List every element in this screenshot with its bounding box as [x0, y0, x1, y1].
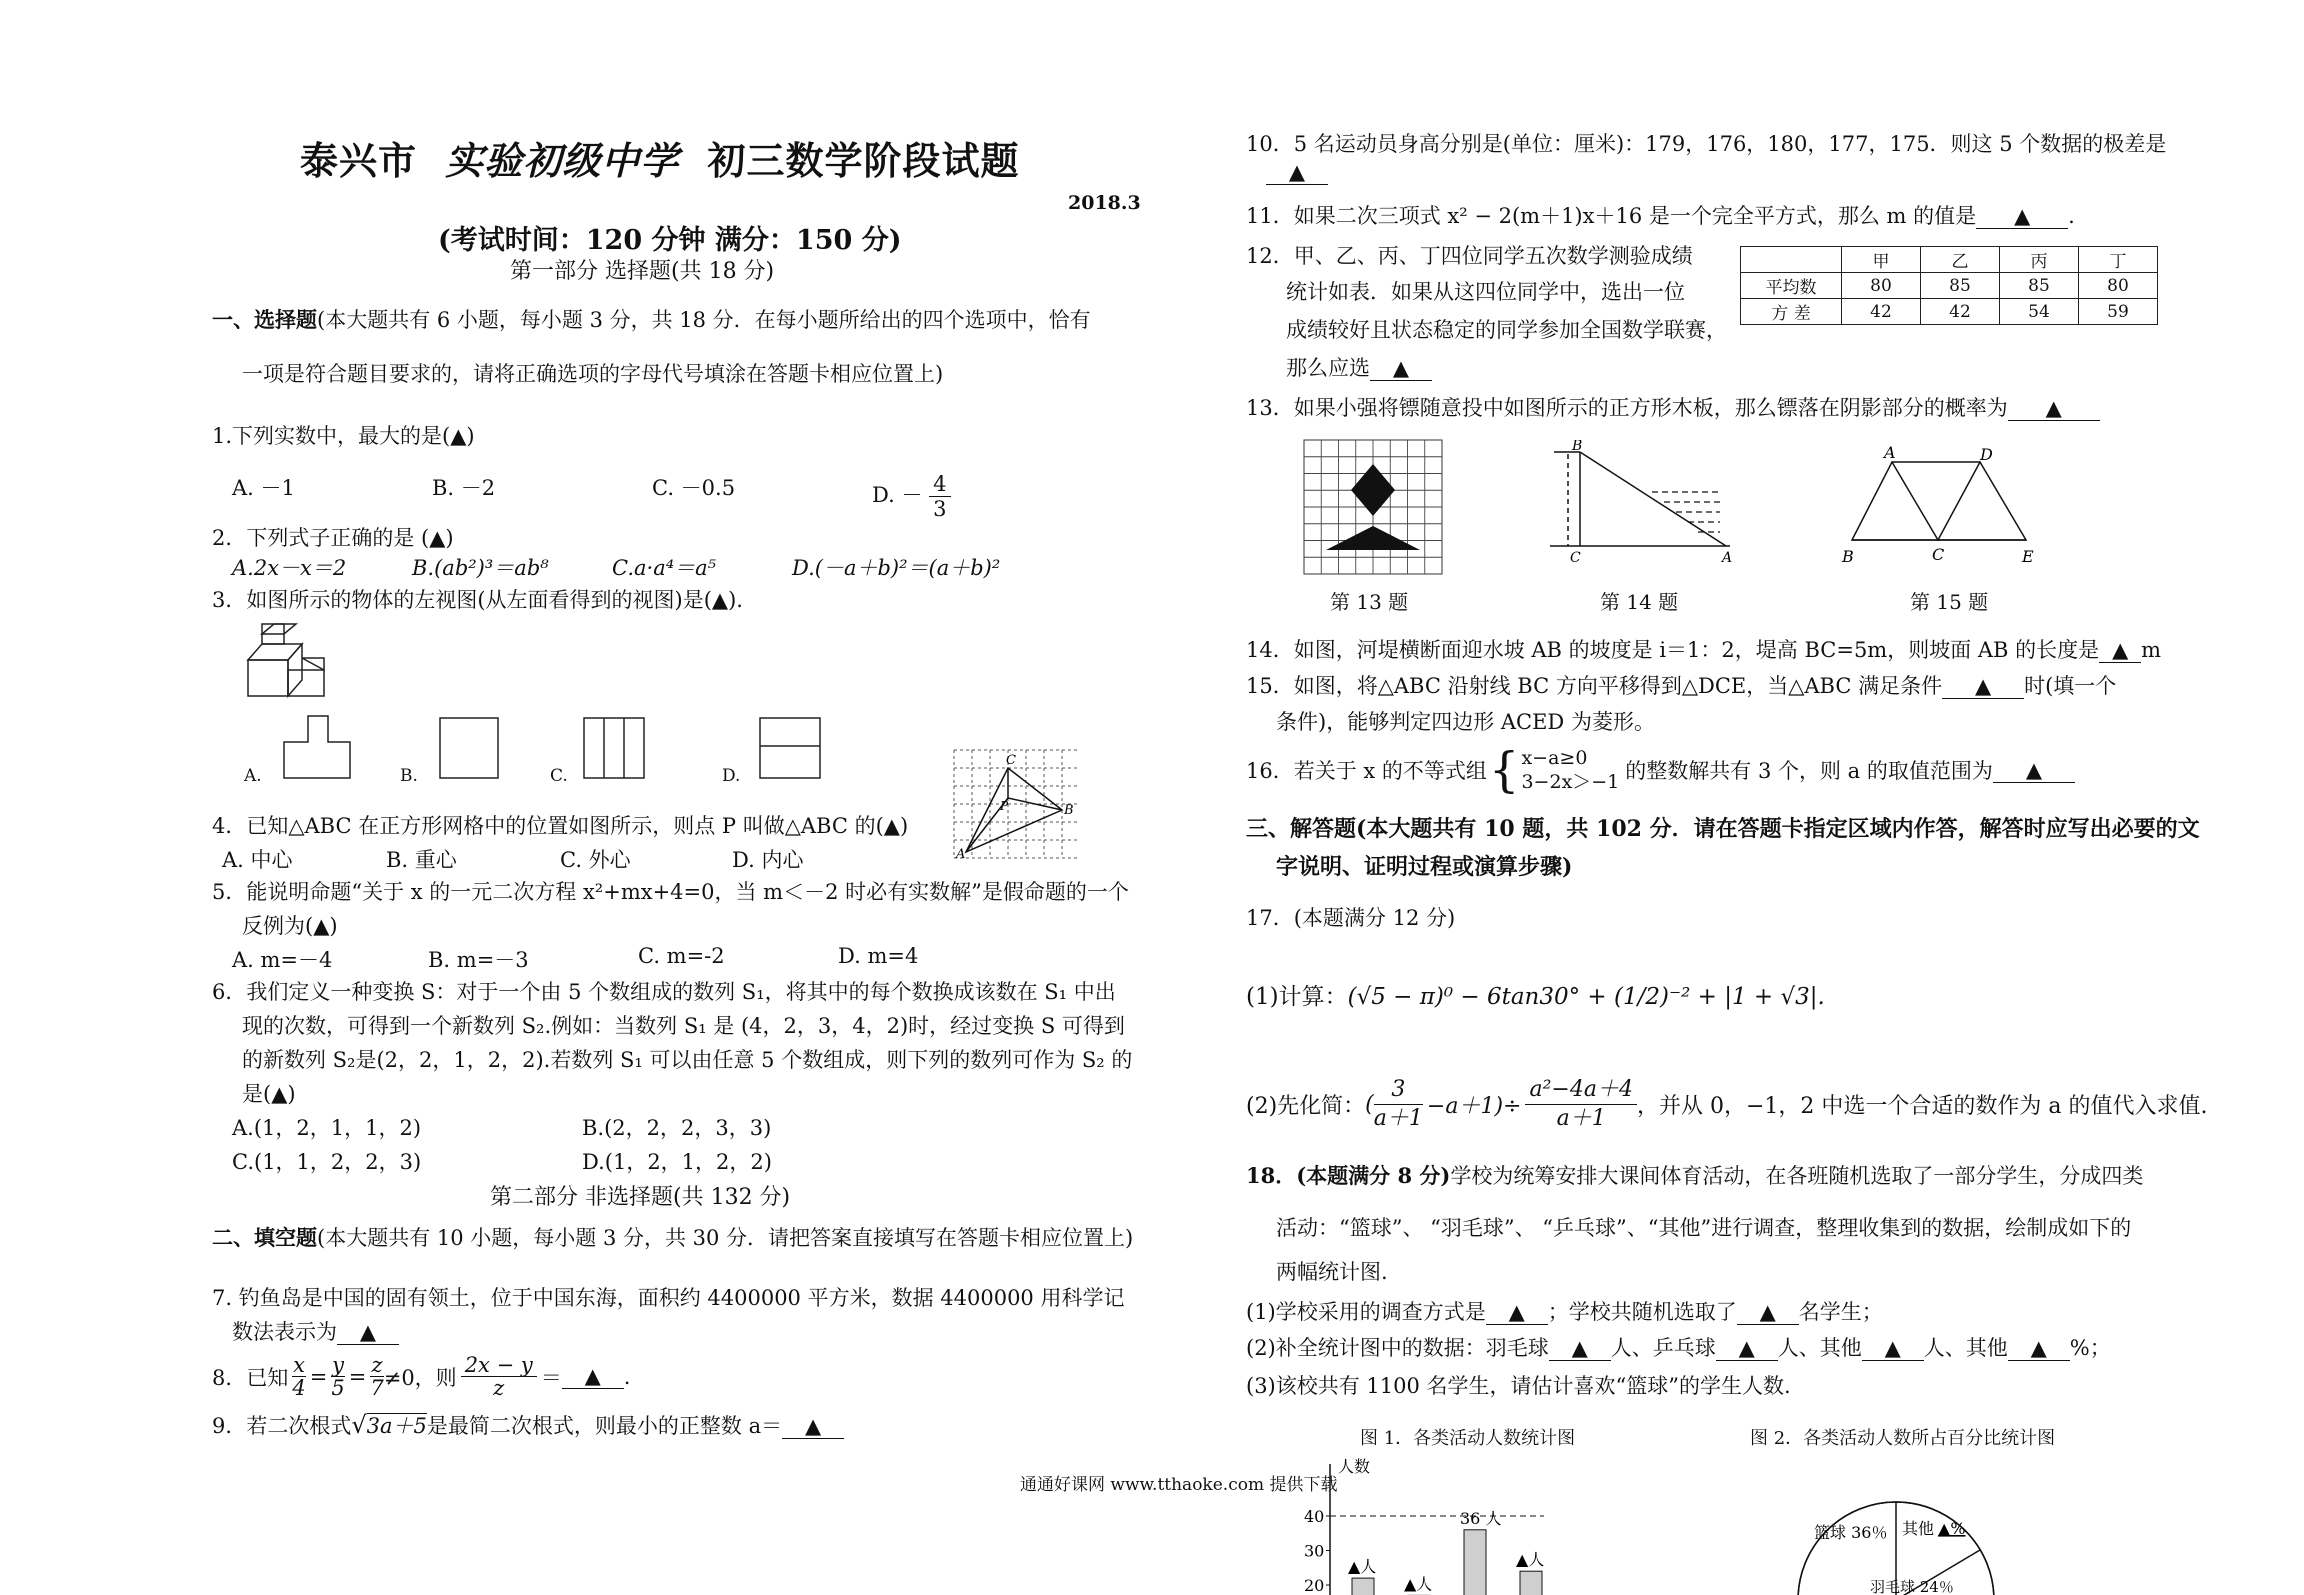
- q4-option-b: B. 重心: [386, 848, 457, 872]
- q18-sub2-d: %；: [2069, 1336, 2111, 1360]
- fig15-label-e: E: [2022, 547, 2034, 566]
- q1-d-denominator: 3: [933, 497, 947, 521]
- fig14-label-b: B: [1572, 440, 1583, 454]
- q9-answer-blank: ▲: [782, 1414, 844, 1439]
- fig1-y-label: 人数: [1338, 1457, 1371, 1476]
- table-cell: [1741, 247, 1842, 273]
- q11-pre: 11．如果二次三项式 x² − 2(m＋1)x＋16 是一个完全平方式，那么 m 的值是: [1246, 204, 1977, 228]
- q10-answer-blank: ▲: [1266, 160, 1328, 185]
- q9-pre: 9．若二次根式: [212, 1414, 352, 1438]
- q3-stem: 3．如图所示的物体的左视图(从左面看得到的视图)是(▲).: [212, 588, 743, 612]
- section3-desc-2: 字说明、证明过程或演算步骤): [1276, 854, 1573, 880]
- fig1-bar-chart: [1290, 1454, 1630, 1595]
- fig1-y-tick-label: 20: [1304, 1576, 1325, 1595]
- q15-line-2: 条件)，能够判定四边形 ACED 为菱形。: [1276, 710, 1655, 734]
- q2-stem: 2．下列式子正确的是 (▲): [212, 526, 454, 550]
- footer-source: 通通好课网 www.tthaoke.com 提供下载: [1020, 1475, 1338, 1495]
- q18-sub2-c: 人、其他: [1923, 1336, 2008, 1360]
- q12-line-4: [1286, 352, 1432, 382]
- q18-sub1: [1246, 1296, 1883, 1326]
- q16-inequality-2: 3−2x＞−1: [1521, 771, 1620, 793]
- part2-heading: 第二部分 非选择题(共 132 分): [490, 1185, 791, 1210]
- q17-part2: [1246, 1076, 2207, 1133]
- fig1-bar: [1352, 1578, 1374, 1595]
- q1-option-b: B. －2: [432, 476, 496, 500]
- section2-label: 二、填空题: [212, 1225, 317, 1250]
- q1-d-numerator: 4: [929, 472, 950, 497]
- q16-inequality-1: x−a≥0: [1521, 747, 1588, 769]
- q11-end: .: [2068, 204, 2075, 228]
- part1-heading: 第一部分 选择题(共 18 分): [510, 259, 775, 284]
- q1-option-d: [872, 472, 951, 521]
- q13-answer-blank: ▲: [2008, 396, 2100, 421]
- fig2-slice-label-other: 其他 ▲%: [1902, 1519, 1966, 1538]
- q3-view-d-shape: [756, 714, 826, 782]
- table-cell: 59: [2079, 299, 2158, 325]
- q16-line: [1246, 742, 2075, 798]
- q17-part2-expression: ( 3 a＋1 −a＋1)÷ $\frac{\text{a²−4a＋4}}{a+1}$: [1365, 1076, 1637, 1133]
- fig1-y-tick-label: 30: [1304, 1541, 1325, 1561]
- fig2-title: 图 2．各类活动人数所占百分比统计图: [1750, 1428, 2056, 1449]
- fig15-caption: 第 15 题: [1910, 590, 1989, 614]
- q6-option-c: C.(1，1，2，2，3): [232, 1150, 422, 1174]
- q1-option-c: C. －0.5: [652, 476, 736, 500]
- q4-option-d: D. 内心: [732, 848, 804, 872]
- q8-line: 8．已知 $\frac{x}{4}$ = $\frac{y}{5}$ = $\frac{z}{7}$ ≠0，则 2x − y z ＝ ▲ .: [212, 1353, 631, 1400]
- q10-line-2: [1266, 160, 1328, 185]
- q9-post: 是最简二次根式，则最小的正整数 a＝: [426, 1414, 783, 1438]
- fig2-slice-label-basketball: 篮球 36％: [1814, 1523, 1888, 1542]
- fig14-caption: 第 14 题: [1600, 590, 1679, 614]
- q18-sub2-blank-3: ▲: [1862, 1336, 1924, 1361]
- title-city: 泰兴市: [300, 138, 418, 183]
- q17-title: 17．(本题满分 12 分): [1246, 906, 1456, 930]
- q11-answer-blank: ▲: [1976, 204, 2068, 229]
- table-cell: 80: [1842, 273, 1921, 299]
- q15-line-1-text: 15．如图，将△ABC 沿射线 BC 方向平移得到△DCE，当△ABC 满足条件: [1246, 674, 1943, 698]
- fig15-label-c: C: [1932, 545, 1945, 564]
- section3-label: 三、解答题: [1246, 816, 1357, 842]
- q8-pre: 8．已知: [212, 1365, 289, 1390]
- q2-option-a: A.2x－x＝2: [232, 556, 347, 580]
- q7-line-1: 7. 钓鱼岛是中国的固有领土，位于中国东海，面积约 4400000 平方米，数据 4400000 用科学记: [212, 1286, 1125, 1310]
- svg-text:B: B: [1064, 803, 1074, 818]
- q1-d-label: D. －: [872, 483, 923, 507]
- q18-sub1-pre: (1)学校采用的调查方式是: [1246, 1300, 1486, 1324]
- q18-sub1-mid: ；学校共随机选取了: [1547, 1300, 1737, 1324]
- fig15-label-a: A: [1884, 446, 1896, 462]
- q12-line-3: 成绩较好且状态稳定的同学参加全国数学联赛，: [1286, 318, 1727, 342]
- q3-option-a: A.: [244, 766, 262, 786]
- section3-desc-1: (本大题共有 10 题，共 102 分．请在答题卡指定区域内作答，解答时应写出必要的文: [1356, 816, 2200, 842]
- title-school: 实验初级中学: [445, 138, 680, 183]
- q16-post: 的整数解共有 3 个，则 a 的取值范围为: [1625, 759, 1993, 783]
- q14-answer-blank: ▲: [2099, 638, 2141, 663]
- q17-part2-tail: ，并从 0，−1，2 中选一个合适的数作为 a 的值代入求值.: [1636, 1094, 2208, 1119]
- q5-stem-1: 5．能说明命题“关于 x 的一元二次方程 x²+mx+4=0，当 m＜－2 时必有实数解”是假命题的一个: [212, 880, 1129, 904]
- q3-option-c: C.: [550, 766, 568, 786]
- section1-title: [212, 304, 1091, 334]
- fig1-bar-label: ▲人: [1348, 1557, 1377, 1577]
- table-cell: 乙: [1921, 247, 2000, 273]
- table-cell: 85: [1921, 273, 2000, 299]
- section2-title: [212, 1222, 1133, 1252]
- table-cell: 甲: [1842, 247, 1921, 273]
- q6-stem-4: 是(▲): [242, 1082, 296, 1106]
- table-cell: 80: [2079, 273, 2158, 299]
- q7-line-2-text: 数法表示为: [232, 1320, 337, 1344]
- q8-ratio-expression: $\frac{x}{4}$ = $\frac{y}{5}$ = $\frac{z}{7}$: [292, 1353, 384, 1400]
- q18-sub2-b: 人、其他: [1777, 1336, 1862, 1360]
- q12-answer-blank: ▲: [1370, 356, 1432, 381]
- table-cell: 42: [1921, 299, 2000, 325]
- q16-system: [1521, 746, 1619, 794]
- q3-view-b-shape: [436, 714, 506, 782]
- fig13-dartboard: [1300, 436, 1450, 578]
- fig1-bar: [1520, 1571, 1542, 1595]
- q18-title: 18．(本题满分 8 分): [1246, 1163, 1451, 1188]
- q10-line-1: 10．5 名运动员身高分别是(单位：厘米)：179，176，180，177，175．则这 5 个数据的极差是: [1246, 132, 2167, 156]
- table-cell: 42: [1842, 299, 1921, 325]
- svg-text:C: C: [1006, 753, 1016, 768]
- fig14-embankment: [1540, 440, 1740, 570]
- q14-pre: 14．如图，河堤横断面迎水坡 AB 的坡度是 i＝1：2，堤高 BC=5m，则坡面 AB 的长度是: [1246, 638, 2100, 662]
- q7-line-2: [232, 1316, 399, 1346]
- q18-line-1: [1246, 1160, 2143, 1190]
- q12-line-1: 12．甲、乙、丙、丁四位同学五次数学测验成绩: [1246, 244, 1693, 268]
- table-cell: 平均数: [1741, 273, 1842, 299]
- fig2-slice-label-badminton: 羽毛球 24％: [1870, 1578, 1954, 1595]
- table-cell: 54: [2000, 299, 2079, 325]
- q5-option-a: A. m=－4: [232, 948, 333, 972]
- q18-sub2-blank-4: ▲: [2008, 1336, 2070, 1361]
- fig14-label-a: A: [1722, 550, 1733, 566]
- q17-part2-label: (2)先化简：: [1246, 1094, 1366, 1119]
- q3-solid-figure: [240, 620, 330, 700]
- q15-answer-blank: ▲: [1942, 674, 2024, 699]
- q8-answer-blank: ▲: [562, 1364, 624, 1389]
- q6-option-b: B.(2，2，2，3，3): [582, 1116, 772, 1140]
- table-cell: 方 差: [1741, 299, 1842, 325]
- q17-part1-expression: (√5 − π)⁰ − 6tan30° + (1/2)⁻² + |1 + √3|.: [1347, 984, 1825, 1010]
- q18-sub1-post: 名学生；: [1798, 1300, 1883, 1324]
- exam-date: 2018.3: [1068, 192, 1141, 214]
- q6-stem-2: 现的次数，可得到一个新数列 S₂.例如：当数列 S₁ 是 (4，2，3，4，2)时，经过变换 S 可得到: [242, 1014, 1125, 1038]
- q3-view-a-shape: [278, 712, 358, 782]
- fig15-translated-triangles: [1840, 446, 2060, 576]
- q6-stem-3: 的新数列 S₂是(2，2，1，2，2).若数列 S₁ 可以由任意 5 个数组成，则下列的数列可作为 S₂ 的: [242, 1048, 1133, 1072]
- table-cell: 丙: [2000, 247, 2079, 273]
- q6-option-d: D.(1，2，1，2，2): [582, 1150, 772, 1174]
- table-row: [1741, 299, 2158, 325]
- fig15-label-b: B: [1842, 547, 1854, 566]
- q18-sub3: (3)该校共有 1100 名学生，请估计喜欢“篮球”的学生人数.: [1246, 1374, 1791, 1398]
- q8-target-fraction: 2x − y z: [461, 1354, 537, 1399]
- q2-option-b: B.(ab²)³＝ab⁸: [412, 556, 549, 580]
- fig1-bar: [1464, 1530, 1486, 1595]
- q16-answer-blank: ▲: [1993, 758, 2075, 783]
- q18-line-3: 两幅统计图.: [1276, 1260, 1388, 1284]
- q2-option-d: D.(－a＋b)²＝(a＋b)²: [792, 556, 1001, 580]
- q5-option-c: C. m=-2: [638, 944, 725, 968]
- q1-d-fraction: [929, 472, 950, 521]
- q3-view-c-shape: [580, 714, 650, 782]
- q9-radicand: 3a＋5: [366, 1414, 427, 1438]
- q8-mid: ≠0，则: [383, 1365, 457, 1390]
- fig15-label-d: D: [1980, 446, 1993, 464]
- q16-brace: {: [1488, 742, 1520, 798]
- q1-option-a: A. －1: [232, 476, 295, 500]
- q18-sub2: [1246, 1332, 2111, 1362]
- exam-info: (考试时间：120 分钟 满分：150 分): [438, 225, 902, 256]
- q17-part1-label: (1)计算：: [1246, 984, 1348, 1010]
- q4-option-c: C. 外心: [560, 848, 631, 872]
- fig1-y-tick-label: 40: [1304, 1507, 1325, 1526]
- q15-line-1: [1246, 670, 2116, 700]
- table-cell: 丁: [2079, 247, 2158, 273]
- q5-stem-2: 反例为(▲): [242, 914, 338, 938]
- section1-desc-1: (本大题共有 6 小题，每小题 3 分，共 18 分．在每小题所给出的四个选项中，恰有: [317, 308, 1091, 332]
- q7-answer-blank: ▲: [337, 1320, 399, 1345]
- q18-sub2-a: 人、乒乓球: [1610, 1336, 1716, 1360]
- svg-text:P: P: [1000, 799, 1009, 813]
- q5-option-b: B. m=－3: [428, 948, 529, 972]
- fig1-bar-label: 36 人: [1460, 1508, 1502, 1528]
- q13-line: [1246, 392, 2100, 422]
- q18-sub2-pre: (2)补全统计图中的数据：羽毛球: [1246, 1336, 1549, 1360]
- svg-text:A: A: [956, 847, 966, 862]
- section3-title: [1246, 812, 2200, 843]
- q4-grid-figure: [952, 748, 1082, 868]
- q4-stem: 4．已知△ABC 在正方形网格中的位置如图所示，则点 P 叫做△ABC 的(▲): [212, 814, 909, 838]
- q18-sub2-blank-2: ▲: [1716, 1336, 1778, 1361]
- q13-text: 13．如果小强将镖随意投中如图所示的正方形木板，那么镖落在阴影部分的概率为: [1246, 396, 2008, 420]
- fig1-bar-label: ▲人: [1404, 1574, 1433, 1594]
- q18-sub1-blank-2: ▲: [1737, 1300, 1799, 1325]
- q12-line-4-text: 那么应选: [1286, 356, 1370, 380]
- q11-line: [1246, 200, 2075, 230]
- q6-option-a: A.(1，2，1，1，2): [232, 1116, 422, 1140]
- q15-line-1-tail: 时(填一个: [2024, 674, 2117, 698]
- q18-sub2-blank-1: ▲: [1549, 1336, 1611, 1361]
- q9-line: 9．若二次根式√3a＋5是最简二次根式，则最小的正整数 a＝ ▲: [212, 1410, 844, 1440]
- q4-option-a: A. 中心: [222, 848, 293, 872]
- q3-option-d: D.: [722, 766, 741, 786]
- q18-text-1: 学校为统筹安排大课间体育活动，在各班随机选取了一部分学生，分成四类: [1450, 1164, 2144, 1188]
- q12-line-2: 统计如表．如果从这四位同学中，选出一位: [1286, 280, 1685, 304]
- q16-pre: 16．若关于 x 的不等式组: [1246, 759, 1487, 783]
- q8-end: ＝: [540, 1365, 562, 1390]
- q2-option-c: C.a·a⁴＝a⁵: [612, 556, 717, 580]
- q1-stem: 1.下列实数中，最大的是(▲): [212, 424, 475, 448]
- q3-option-b: B.: [400, 766, 418, 786]
- table-row: [1741, 273, 2158, 299]
- table-row: [1741, 247, 2158, 273]
- fig1-title: 图 1．各类活动人数统计图: [1360, 1428, 1576, 1449]
- section2-desc: (本大题共有 10 小题，每小题 3 分，共 30 分．请把答案直接填写在答题卡相应位置上): [317, 1226, 1134, 1250]
- q12-score-table: [1740, 246, 2158, 325]
- q14-post: m: [2141, 638, 2162, 662]
- q18-sub1-blank-1: ▲: [1486, 1300, 1548, 1325]
- q5-option-d: D. m=4: [838, 944, 919, 968]
- q14-line: [1246, 634, 2161, 664]
- title-subject: 初三数学阶段试题: [707, 138, 1020, 183]
- q18-line-2: 活动：“篮球”、 “羽毛球”、 “乒乓球”、“其他”进行调查，整理收集到的数据，绘制成如下的: [1276, 1216, 2132, 1240]
- table-cell: 85: [2000, 273, 2079, 299]
- q17-part1: [1246, 978, 1825, 1011]
- section1-desc-2: 一项是符合题目要求的，请将正确选项的字母代号填涂在答题卡相应位置上): [242, 362, 944, 386]
- q6-stem-1: 6．我们定义一种变换 S：对于一个由 5 个数组成的数列 S₁，将其中的每个数换成该数在 S₁ 中出: [212, 980, 1116, 1004]
- fig2-pie-chart: [1780, 1454, 2020, 1595]
- fig14-label-c: C: [1570, 550, 1581, 566]
- section1-label: 一、选择题: [212, 307, 317, 332]
- page-title: [300, 130, 1020, 185]
- fig1-bar-label: ▲人: [1516, 1550, 1545, 1570]
- fig13-caption: 第 13 题: [1330, 590, 1409, 614]
